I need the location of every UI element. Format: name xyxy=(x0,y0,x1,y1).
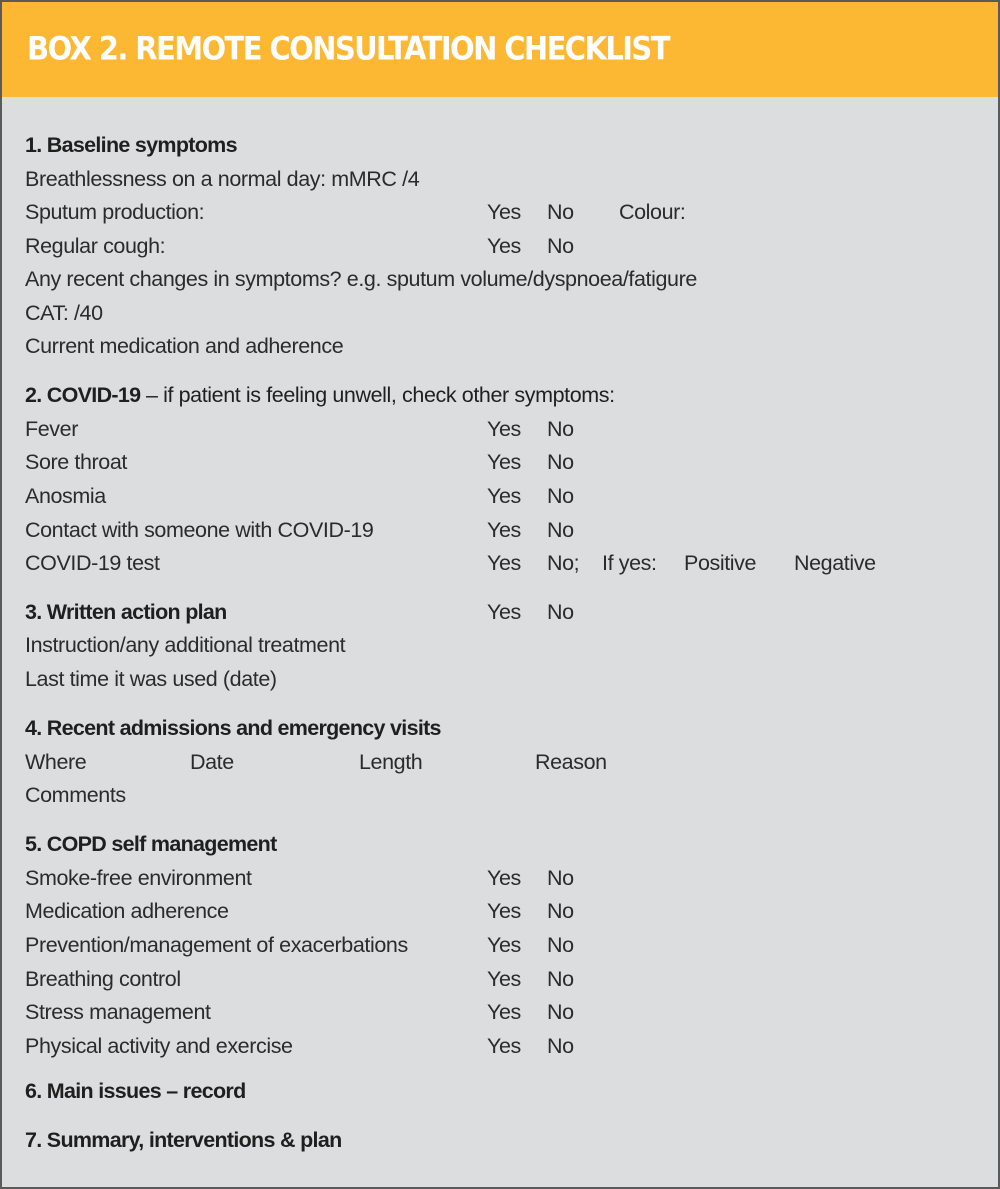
option-yes[interactable]: Yes xyxy=(487,484,521,508)
option-no[interactable]: No xyxy=(547,484,574,508)
option-no[interactable]: No xyxy=(547,200,574,224)
section-heading-baseline-symptoms: 1. Baseline symptoms xyxy=(25,133,237,157)
option-yes[interactable]: Yes xyxy=(487,1034,521,1058)
line-sputum-production: Sputum production: xyxy=(25,200,205,224)
option-negative[interactable]: Negative xyxy=(794,551,876,575)
option-yes[interactable]: Yes xyxy=(487,967,521,991)
column-date: Date xyxy=(190,750,234,774)
line-regular-cough: Regular cough: xyxy=(25,234,166,258)
line-medication-adherence: Medication adherence xyxy=(25,899,229,923)
column-length: Length xyxy=(359,750,423,774)
line-sore-throat: Sore throat xyxy=(25,450,127,474)
line-current-medication: Current medication and adherence xyxy=(25,334,344,358)
line-fever: Fever xyxy=(25,417,78,441)
option-no[interactable]: No xyxy=(547,234,574,258)
box-title: BOX 2. REMOTE CONSULTATION CHECKLIST xyxy=(27,30,669,68)
option-no[interactable]: No xyxy=(547,967,574,991)
line-instruction: Instruction/any additional treatment xyxy=(25,633,346,657)
section-heading-recent-admissions: 4. Recent admissions and emergency visits xyxy=(25,716,441,740)
section-heading-main-issues: 6. Main issues – record xyxy=(25,1079,246,1103)
option-no[interactable]: No xyxy=(547,450,574,474)
option-yes[interactable]: Yes xyxy=(487,417,521,441)
option-yes[interactable]: Yes xyxy=(487,551,521,575)
line-smoke-free: Smoke-free environment xyxy=(25,866,252,890)
column-reason: Reason xyxy=(535,750,607,774)
option-yes[interactable]: Yes xyxy=(487,450,521,474)
line-covid-contact: Contact with someone with COVID-19 xyxy=(25,518,374,542)
option-no[interactable]: No xyxy=(547,600,574,624)
line-breathlessness: Breathlessness on a normal day: mMRC /4 xyxy=(25,167,420,191)
option-yes[interactable]: Yes xyxy=(487,234,521,258)
section-heading-covid19 xyxy=(25,382,615,408)
option-yes[interactable]: Yes xyxy=(487,899,521,923)
line-breathing-control: Breathing control xyxy=(25,967,181,991)
option-no[interactable]: No xyxy=(547,417,574,441)
option-no[interactable]: No xyxy=(547,1000,574,1024)
section-heading-written-action-plan: 3. Written action plan xyxy=(25,600,227,624)
header-band xyxy=(2,2,998,97)
line-comments: Comments xyxy=(25,783,126,807)
option-no[interactable]: No xyxy=(547,518,574,542)
option-no[interactable]: No xyxy=(547,866,574,890)
section-heading-summary-plan: 7. Summary, interventions & plan xyxy=(25,1128,342,1152)
line-cat-score: CAT: /40 xyxy=(25,301,103,325)
option-yes[interactable]: Yes xyxy=(487,1000,521,1024)
option-positive[interactable]: Positive xyxy=(684,551,757,575)
option-yes[interactable]: Yes xyxy=(487,933,521,957)
line-physical-activity: Physical activity and exercise xyxy=(25,1034,293,1058)
line-exacerbations: Prevention/management of exacerbations xyxy=(25,933,408,957)
option-no[interactable]: No xyxy=(547,1034,574,1058)
line-stress-management: Stress management xyxy=(25,1000,211,1024)
option-no[interactable]: No; xyxy=(547,551,580,575)
line-anosmia: Anosmia xyxy=(25,484,106,508)
option-yes[interactable]: Yes xyxy=(487,518,521,542)
option-yes[interactable]: Yes xyxy=(487,600,521,624)
line-last-used-date: Last time it was used (date) xyxy=(25,667,277,691)
column-where: Where xyxy=(25,750,87,774)
sputum-colour-label: Colour: xyxy=(619,200,686,224)
covid-heading-note: – if patient is feeling unwell, check other symptoms: xyxy=(140,383,615,407)
option-yes[interactable]: Yes xyxy=(487,200,521,224)
option-no[interactable]: No xyxy=(547,933,574,957)
line-recent-changes: Any recent changes in symptoms? e.g. sputum volume/dyspnoea/fatigure xyxy=(25,267,697,291)
option-yes[interactable]: Yes xyxy=(487,866,521,890)
section-heading-copd-self-management: 5. COPD self management xyxy=(25,832,277,856)
line-covid-test: COVID-19 test xyxy=(25,551,160,575)
if-yes-label: If yes: xyxy=(602,551,657,575)
covid-heading-bold: 2. COVID-19 xyxy=(25,383,141,407)
option-no[interactable]: No xyxy=(547,899,574,923)
